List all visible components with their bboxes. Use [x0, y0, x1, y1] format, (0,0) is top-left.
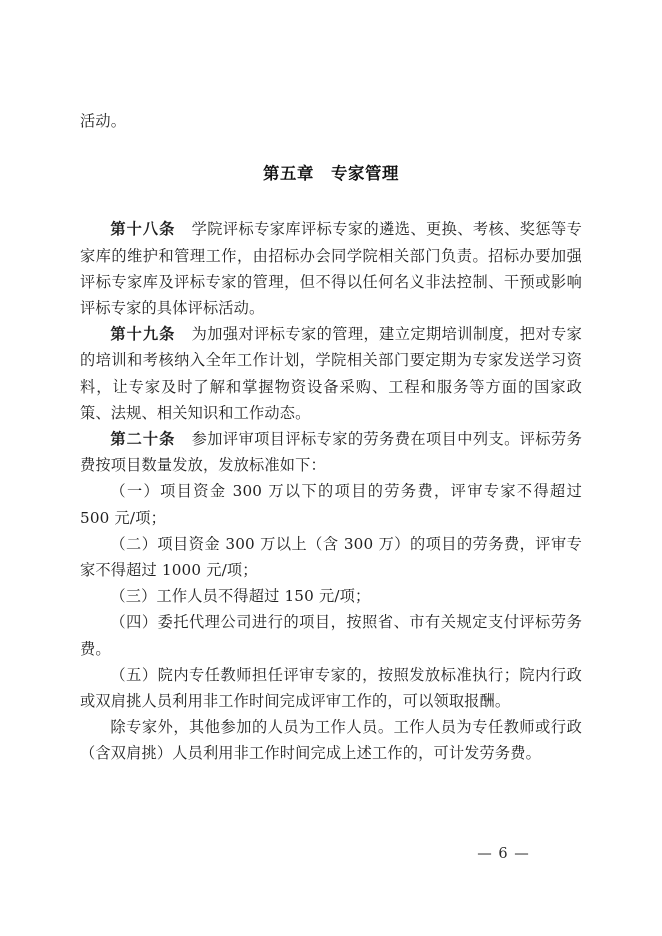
clause-item-5: （五）院内专任教师担任评审专家的，按照发放标准执行；院内行政或双肩挑人员利用非工作时间完成评审工作的，可以领取报酬。	[80, 665, 582, 711]
clause-item-2: （二）项目资金 300 万以上（含 300 万）的项目的劳务费，评审专家不得超过 1000 元/项；	[80, 534, 582, 580]
article-20-label: 第二十条	[110, 430, 176, 449]
article-18-body: 学院评标专家库评标专家的遴选、更换、考核、奖惩等专家库的维护和管理工作，由招标办会同学院相关部门负责。招标办要加强评标专家库及评标专家的管理，但不得以任何名义非法控制、干预或影响评标专家的具体评标活动。	[80, 220, 583, 318]
footer-page-number: — 6 —	[477, 846, 530, 862]
article-20	[80, 426, 582, 478]
article-20-body: 参加评审项目评标专家的劳务费在项目中列支。评标劳务费按项目数量发放，发放标准如下：	[80, 430, 583, 475]
continuation-line: 活动。	[80, 112, 127, 130]
page-footer	[0, 846, 662, 862]
article-18-label: 第十八条	[110, 220, 176, 239]
chapter-heading: 第五章 专家管理	[263, 164, 399, 184]
clause-item-1: （一）项目资金 300 万以下的项目的劳务费，评审专家不得超过 500 元/项；	[80, 482, 582, 527]
article-19	[80, 321, 582, 426]
heading-spacer-top	[80, 134, 582, 161]
heading-spacer-bottom	[80, 187, 582, 216]
clause-item-3: （三）工作人员不得超过 150 元/项；	[110, 587, 371, 606]
article-18	[80, 216, 582, 321]
closing-paragraph: 除专家外，其他参加的人员为工作人员。工作人员为专任教师或行政（含双肩挑）人员利用非工作时间完成上述工作的，可计发劳务费。	[80, 718, 582, 763]
clause-item-4: （四）委托代理公司进行的项目，按照省、市有关规定支付评标劳务费。	[80, 613, 582, 658]
article-19-body: 为加强对评标专家的管理，建立定期培训制度，把对专家的培训和考核纳入全年工作计划，学院相关部门要定期为专家发送学习资料，让专家及时了解和掌握物资设备采购、工程和服务等方面的国家政策、法规、相关知识和工作动态。	[80, 325, 583, 422]
article-19-label: 第十九条	[110, 325, 176, 344]
page-content	[80, 108, 582, 767]
